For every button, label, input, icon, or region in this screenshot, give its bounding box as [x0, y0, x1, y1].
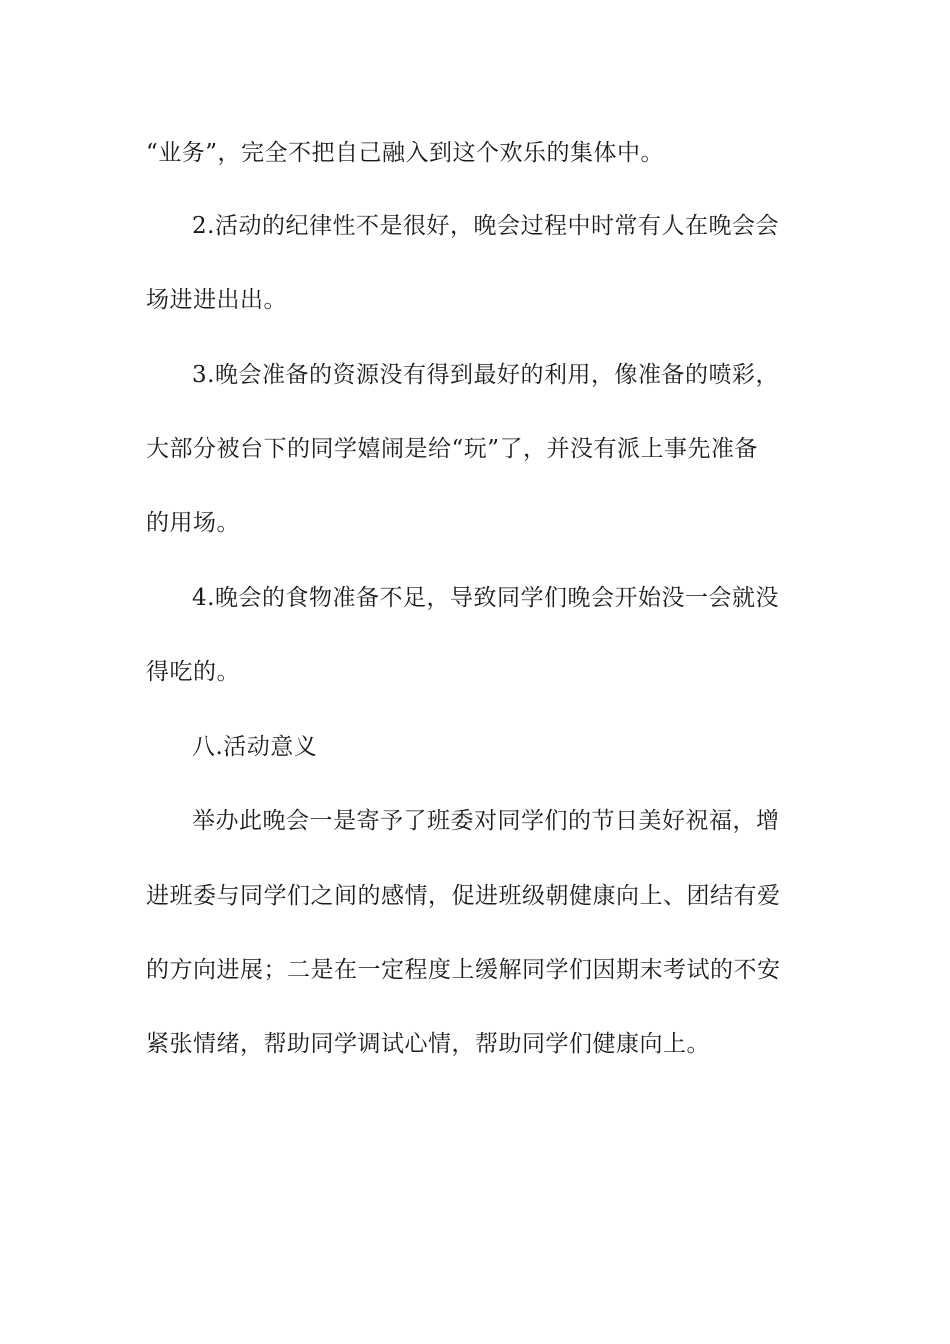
- paragraph-line: 的用场。: [146, 510, 240, 536]
- paragraph-line: 4.晚会的食物准备不足，导致同学们晚会开始没一会就没: [192, 585, 779, 611]
- paragraph-line: 得吃的。: [146, 659, 240, 685]
- paragraph-line: 举办此晚会一是寄予了班委对同学们的节日美好祝福，增: [192, 808, 780, 834]
- paragraph-line: 进班委与同学们之间的感情，促进班级朝健康向上、团结有爱: [146, 883, 781, 909]
- section-heading: 八.活动意义: [192, 734, 318, 760]
- paragraph-line: “业务”，完全不把自己融入到这个欢乐的集体中。: [146, 140, 665, 166]
- paragraph-line: 场进进出出。: [146, 287, 287, 313]
- paragraph-line: 紧张情绪，帮助同学调试心情，帮助同学们健康向上。: [146, 1031, 710, 1057]
- paragraph-line: 3.晚会准备的资源没有得到最好的利用，像准备的喷彩，: [192, 362, 779, 388]
- paragraph-line: 大部分被台下的同学嬉闹是给“玩”了，并没有派上事先准备: [146, 436, 759, 462]
- paragraph-line: 2.活动的纪律性不是很好，晚会过程中时常有人在晚会会: [192, 213, 779, 239]
- paragraph-line: 的方向进展；二是在一定程度上缓解同学们因期末考试的不安: [146, 957, 781, 983]
